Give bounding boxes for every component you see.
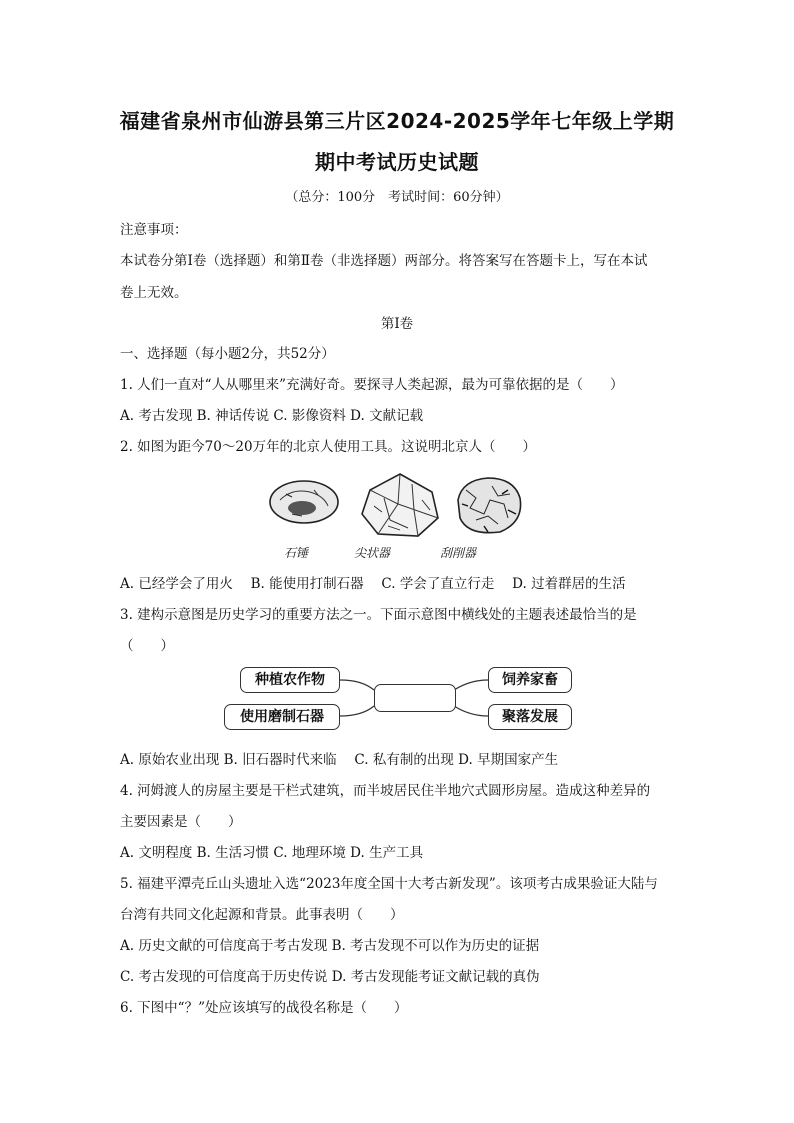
- scraper-image: [458, 478, 521, 533]
- stone-tools-illustration: [262, 470, 532, 540]
- exam-meta: （总分：100分 考试时间：60分钟）: [285, 190, 509, 205]
- q1-options: A. 考古发现 B. 神话传说 C. 影像资料 D. 文献记载: [120, 408, 424, 424]
- mindmap-left-bottom: 使用磨制石器: [224, 704, 340, 730]
- q4-stem-line-1: 4. 河姆渡人的房屋主要是干栏式建筑，而半坡居民住半地穴式圆形房屋。造成这种差异的: [120, 783, 651, 799]
- part-title: 第Ⅰ卷: [380, 316, 414, 332]
- q4-options: A. 文明程度 B. 生活习惯 C. 地理环境 D. 生产工具: [120, 845, 424, 861]
- scraper-label: 刮削器: [440, 546, 477, 560]
- mindmap-right-top: 饲养家畜: [488, 667, 572, 693]
- q5-options-line-1: A. 历史文献的可信度高于考古发现 B. 考古发现不可以作为历史的证据: [120, 938, 540, 954]
- q2-options: A. 已经学会了用火 B. 能使用打制石器 C. 学会了直立行走 D. 过着群居的生活: [120, 576, 626, 592]
- section-heading: 一、选择题（每小题2分，共52分）: [120, 346, 335, 362]
- mindmap-center-blank: [374, 684, 456, 712]
- mindmap-figure: [222, 664, 572, 732]
- exam-title-line-1: 福建省泉州市仙游县第三片区2024-2025学年七年级上学期: [119, 109, 675, 133]
- q3-stem-line-2: （ ）: [120, 638, 174, 654]
- q5-options-line-2: C. 考古发现的可信度高于历史传说 D. 考古发现能考证文献记载的真伪: [120, 969, 540, 985]
- q6-stem: 6. 下图中“？”处应该填写的战役名称是（ ）: [120, 1000, 408, 1016]
- stone-hammer-label: 石锤: [284, 546, 309, 560]
- stone-tools-figure: [262, 470, 532, 562]
- notice-heading: 注意事项：: [120, 222, 188, 238]
- q2-stem: 2. 如图为距今70～20万年的北京人使用工具。这说明北京人（ ）: [120, 439, 537, 455]
- notice-line-2: 卷上无效。: [120, 285, 188, 301]
- stone-hammer-image: [270, 481, 338, 523]
- pointed-tool-label: 尖状器: [354, 546, 391, 560]
- mindmap-left-top: 种植农作物: [240, 667, 340, 693]
- q3-options: A. 原始农业出现 B. 旧石器时代来临 C. 私有制的出现 D. 早期国家产生: [120, 752, 559, 768]
- q4-stem-line-2: 主要因素是（ ）: [120, 814, 242, 830]
- pointed-tool-image: [362, 474, 438, 536]
- q3-stem-line-1: 3. 建构示意图是历史学习的重要方法之一。下面示意图中横线处的主题表述最恰当的是: [120, 607, 637, 623]
- q1-stem: 1. 人们一直对“人从哪里来”充满好奇。要探寻人类起源，最为可靠依据的是（ ）: [120, 377, 624, 393]
- mindmap-right-bottom: 聚落发展: [488, 704, 572, 730]
- q5-stem-line-2: 台湾有共同文化起源和背景。此事表明（ ）: [120, 907, 404, 923]
- exam-title-line-2: 期中考试历史试题: [315, 150, 479, 174]
- q5-stem-line-1: 5. 福建平潭壳丘山头遗址入选“2023年度全国十大考古新发现”。该项考古成果验证大陆与: [120, 876, 658, 892]
- notice-line-1: 本试卷分第Ⅰ卷（选择题）和第Ⅱ卷（非选择题）两部分。将答案写在答题卡上，写在本试: [120, 253, 648, 269]
